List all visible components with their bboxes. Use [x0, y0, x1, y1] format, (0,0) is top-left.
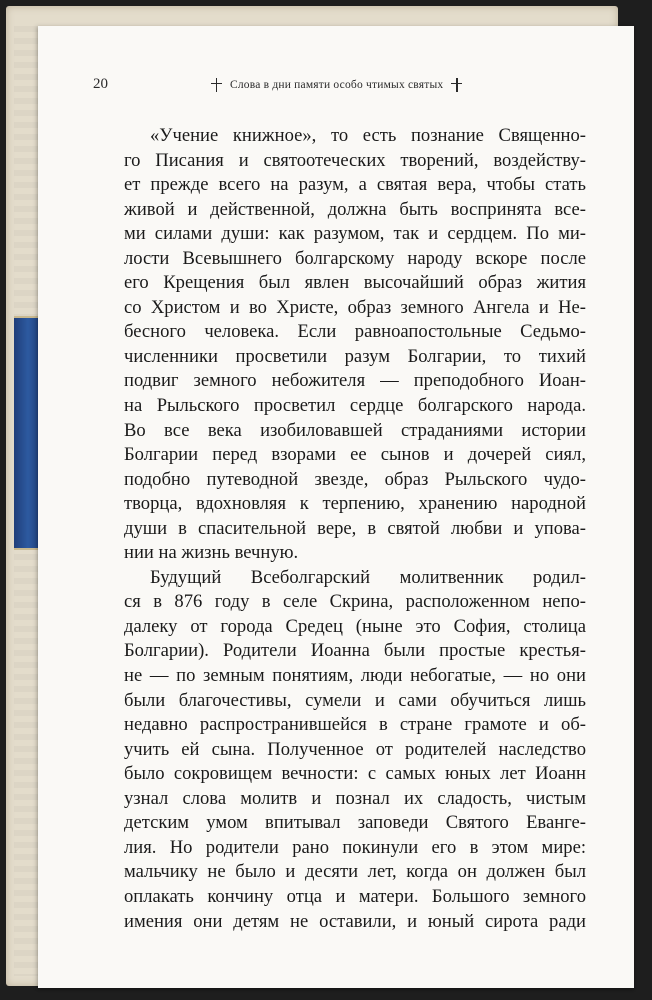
text-line: «Учение книжное», то есть познание Священно-	[150, 125, 586, 146]
cross-icon	[211, 78, 222, 92]
text-line: не — по земным понятиям, люди небогатые, — но они	[124, 665, 586, 687]
text-line: Во все века изобиловавшей страданиями истории	[124, 419, 586, 441]
text-line: численники просветили разум Болгарии, то тихий	[124, 345, 586, 367]
text-line: Будущий Всеболгарский молитвенник родил-	[150, 566, 586, 588]
cross-icon	[451, 78, 462, 92]
body-text	[124, 124, 586, 934]
running-title-text: Слова в дни памяти особо чтимых святых	[230, 79, 444, 91]
page-header	[93, 76, 513, 96]
text-line: лости Всевышнего болгарскому народу вскоре после	[124, 247, 586, 269]
text-line: бесного человека. Если равноапостольные Седьмо-	[124, 321, 586, 343]
text-line: его Крещения был явлен высочайший образ жития	[124, 272, 586, 294]
text-line: со Христом и во Христе, образ земного Ангела и Не-	[124, 296, 586, 318]
text-line: Болгарии перед взорами ее сынов и дочерей сиял,	[124, 444, 586, 466]
text-line: подобно путеводной звезде, образ Рыльского чудо-	[124, 468, 586, 490]
text-line: мальчику не было и десяти лет, когда он должен был	[124, 861, 586, 883]
text-line: творца, вдохновляя к терпению, хранению народной	[124, 493, 586, 515]
text-line: го Писания и святоотеческих творений, воздейству-	[124, 149, 586, 171]
text-line: души в спасительной вере, в святой любви и упова-	[124, 517, 586, 539]
text-line: ми силами души: как разумом, так и сердцем. По ми-	[124, 223, 586, 245]
running-title	[211, 78, 511, 92]
text-line: ся в 876 году в селе Скрина, расположенном непо-	[124, 591, 586, 613]
text-line: далеку от города Средец (ныне это София, столица	[124, 615, 586, 637]
text-line: лия. Но родители рано покинули его в этом мире:	[124, 836, 586, 858]
text-line: недавно распространившейся в стране грамоте и об-	[124, 714, 586, 736]
text-line: на Рыльского просветил сердце болгарского народа.	[124, 395, 586, 417]
text-line: было сокровищем вечности: с самых юных лет Иоанн	[124, 763, 586, 785]
text-line: подвиг земного небожителя — преподобного Иоан-	[124, 370, 586, 392]
text-line: Болгарии). Родители Иоанна были простые крестья-	[124, 640, 586, 662]
text-line: детским умом впитывал заповеди Святого Еванге-	[124, 812, 586, 834]
text-line: нии на жизнь вечную.	[124, 542, 299, 564]
text-line: живой и действенной, должна быть воспринята все-	[124, 198, 586, 220]
text-line: были благочестивы, сумели и сами обучиться лишь	[124, 689, 586, 711]
text-line: имения они детям не оставили, и юный сирота ради	[124, 910, 586, 932]
text-line: учить ей сына. Полученное от родителей наследство	[124, 738, 586, 760]
text-line: оплакать кончину отца и матери. Большого земного	[124, 885, 586, 907]
text-line: узнал слова молитв и познал их сладость, чистым	[124, 787, 586, 809]
page-number: 20	[93, 76, 108, 92]
text-line: ет прежде всего на разум, а святая вера, чтобы стать	[124, 174, 586, 196]
